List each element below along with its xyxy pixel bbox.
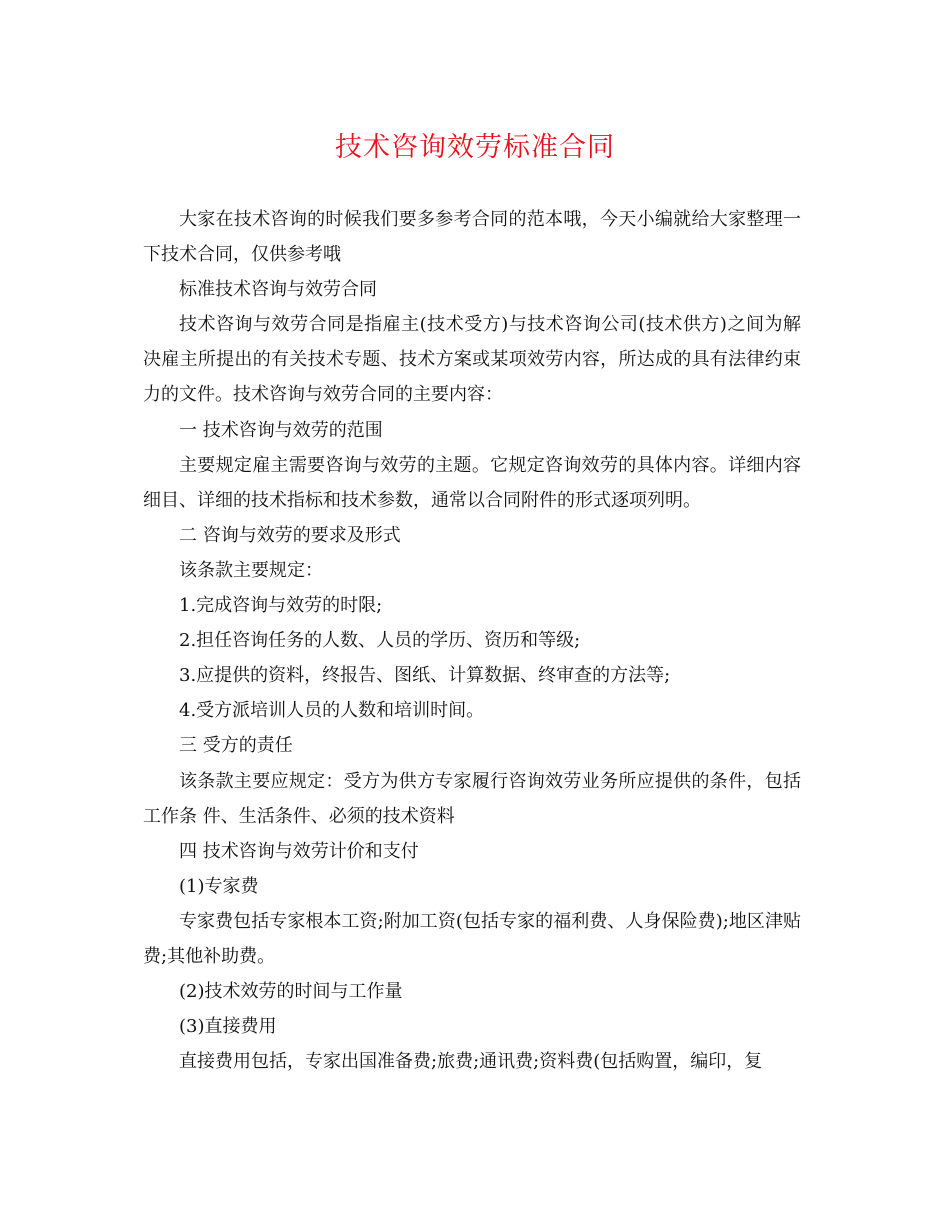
document-body (143, 202, 801, 1079)
list-item: 2.担任咨询任务的人数、人员的学历、资历和等级; (179, 630, 581, 652)
list-item: 3.应提供的资料，终报告、图纸、计算数据、终审查的方法等; (179, 665, 671, 687)
section-heading-2: 二 咨询与效劳的要求及形式 (179, 524, 401, 546)
subsection-heading: (1)专家费 (179, 875, 259, 897)
direct-cost-paragraph: 直接费用包括，专家出国准备费;旅费;通讯费;资料费(包括购置，编印，复 (179, 1051, 763, 1073)
expert-fee-paragraph: 专家费包括专家根本工资;附加工资(包括专家的福利费、人身保险费);地区津贴费;其他补助费。 (143, 910, 801, 967)
section-heading-3: 三 受方的责任 (179, 735, 293, 757)
intro-paragraph: 大家在技术咨询的时候我们要多参考合同的范本哦，今天小编就给大家整理一下技术合同，仅供参考哦 (143, 209, 801, 266)
document-title: 技术咨询效劳标准合同 (335, 132, 615, 163)
contract-subtitle: 标准技术咨询与效劳合同 (179, 279, 377, 301)
section-1-paragraph: 主要规定雇主需要咨询与效劳的主题。它规定咨询效劳的具体内容。详细内容细目、详细的技术指标和技术参数，通常以合同附件的形式逐项列明。 (143, 454, 801, 511)
subsection-heading: (3)直接费用 (179, 1016, 277, 1038)
section-2-intro: 该条款主要规定： (179, 559, 323, 581)
section-heading-4: 四 技术咨询与效劳计价和支付 (179, 840, 419, 862)
list-item: 1.完成咨询与效劳的时限; (179, 595, 383, 617)
list-item: 4.受方派培训人员的人数和培训时间。 (179, 700, 485, 722)
definition-paragraph: 技术咨询与效劳合同是指雇主(技术受方)与技术咨询公司(技术供方)之间为解决雇主所提出的有关技术专题、技术方案或某项效劳内容，所达成的具有法律约束力的文件。技术咨询与效劳合同的主要内容： (143, 314, 801, 406)
subsection-heading: (2)技术效劳的时间与工作量 (179, 981, 403, 1003)
section-heading-1: 一 技术咨询与效劳的范围 (179, 419, 383, 441)
section-3-paragraph: 该条款主要应规定：受方为供方专家履行咨询效劳业务所应提供的条件，包括工作条 件、生活条件、必须的技术资料 (143, 770, 801, 827)
